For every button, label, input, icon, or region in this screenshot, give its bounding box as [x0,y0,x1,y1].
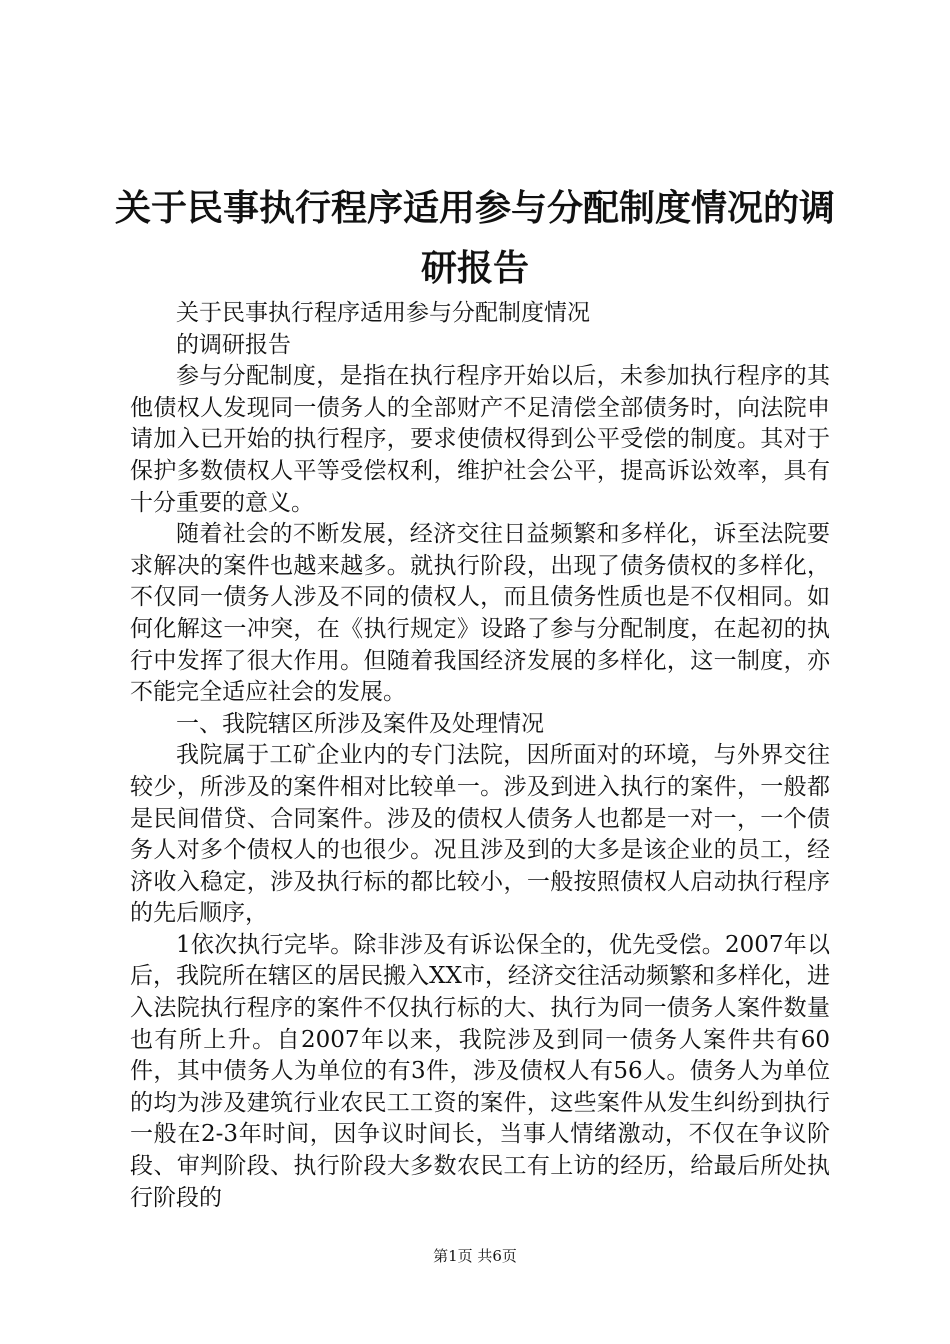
section-heading: 一、我院辖区所涉及案件及处理情况 [176,710,544,737]
page-footer: 第1页 共6页 [433,1247,517,1265]
subtitle-line-1: 关于民事执行程序适用参与分配制度情况 [176,300,590,326]
paragraph: 参与分配制度，是指在执行程序开始以后，未参加执行程序的其他债权人发现同一债务人的全部财产不足清偿全部债务时，向法院申请加入已开始的执行程序，要求使债权得到公平受偿的制度。其对于保护多数债权人平等受偿权利，维护社会公平，提高诉讼效率，具有十分重要的意义。 [130,363,830,516]
document-body [130,298,830,1214]
paragraph: 我院属于工矿企业内的专门法院，因所面对的环境，与外界交往较少，所涉及的案件相对比较单一。涉及到进入执行的案件，一般都是民间借贷、合同案件。涉及的债权人债务人也都是一对一，一个债务人对多个债权人的也很少。况且涉及到的大多是该企业的员工，经济收入稳定，涉及执行标的都比较小，一般按照债权人启动执行程序的先后顺序， [130,742,830,927]
paragraph: 1依次执行完毕。除非涉及有诉讼保全的，优先受偿。2007年以后，我院所在辖区的居民搬入XX市，经济交往活动频繁和多样化，进入法院执行程序的案件不仅执行标的大、执行为同一债务人案件数量也有所上升。自2007年以来，我院涉及到同一债务人案件共有60件，其中债务人为单位的有3件，涉及债权人有56人。债务人为单位的均为涉及建筑行业农民工工资的案件，这些案件从发生纠纷到执行一般在2-3年时间，因争议时间长，当事人情绪激动，不仅在争议阶段、审判阶段、执行阶段大多数农民工有上访的经历，给最后所处执行阶段的 [130,931,830,1211]
subtitle-line-2: 的调研报告 [176,331,291,358]
paragraph: 随着社会的不断发展，经济交往日益频繁和多样化，诉至法院要求解决的案件也越来越多。就执行阶段，出现了债务债权的多样化，不仅同一债务人涉及不同的债权人，而且债务性质也是不仅相同。如何化解这一冲突，在《执行规定》设路了参与分配制度，在起初的执行中发挥了很大作用。但随着我国经济发展的多样化，这一制度，亦不能完全适应社会的发展。 [130,521,830,706]
document-title: 关于民事执行程序适用参与分配制度情况的调研报告 [114,187,835,289]
